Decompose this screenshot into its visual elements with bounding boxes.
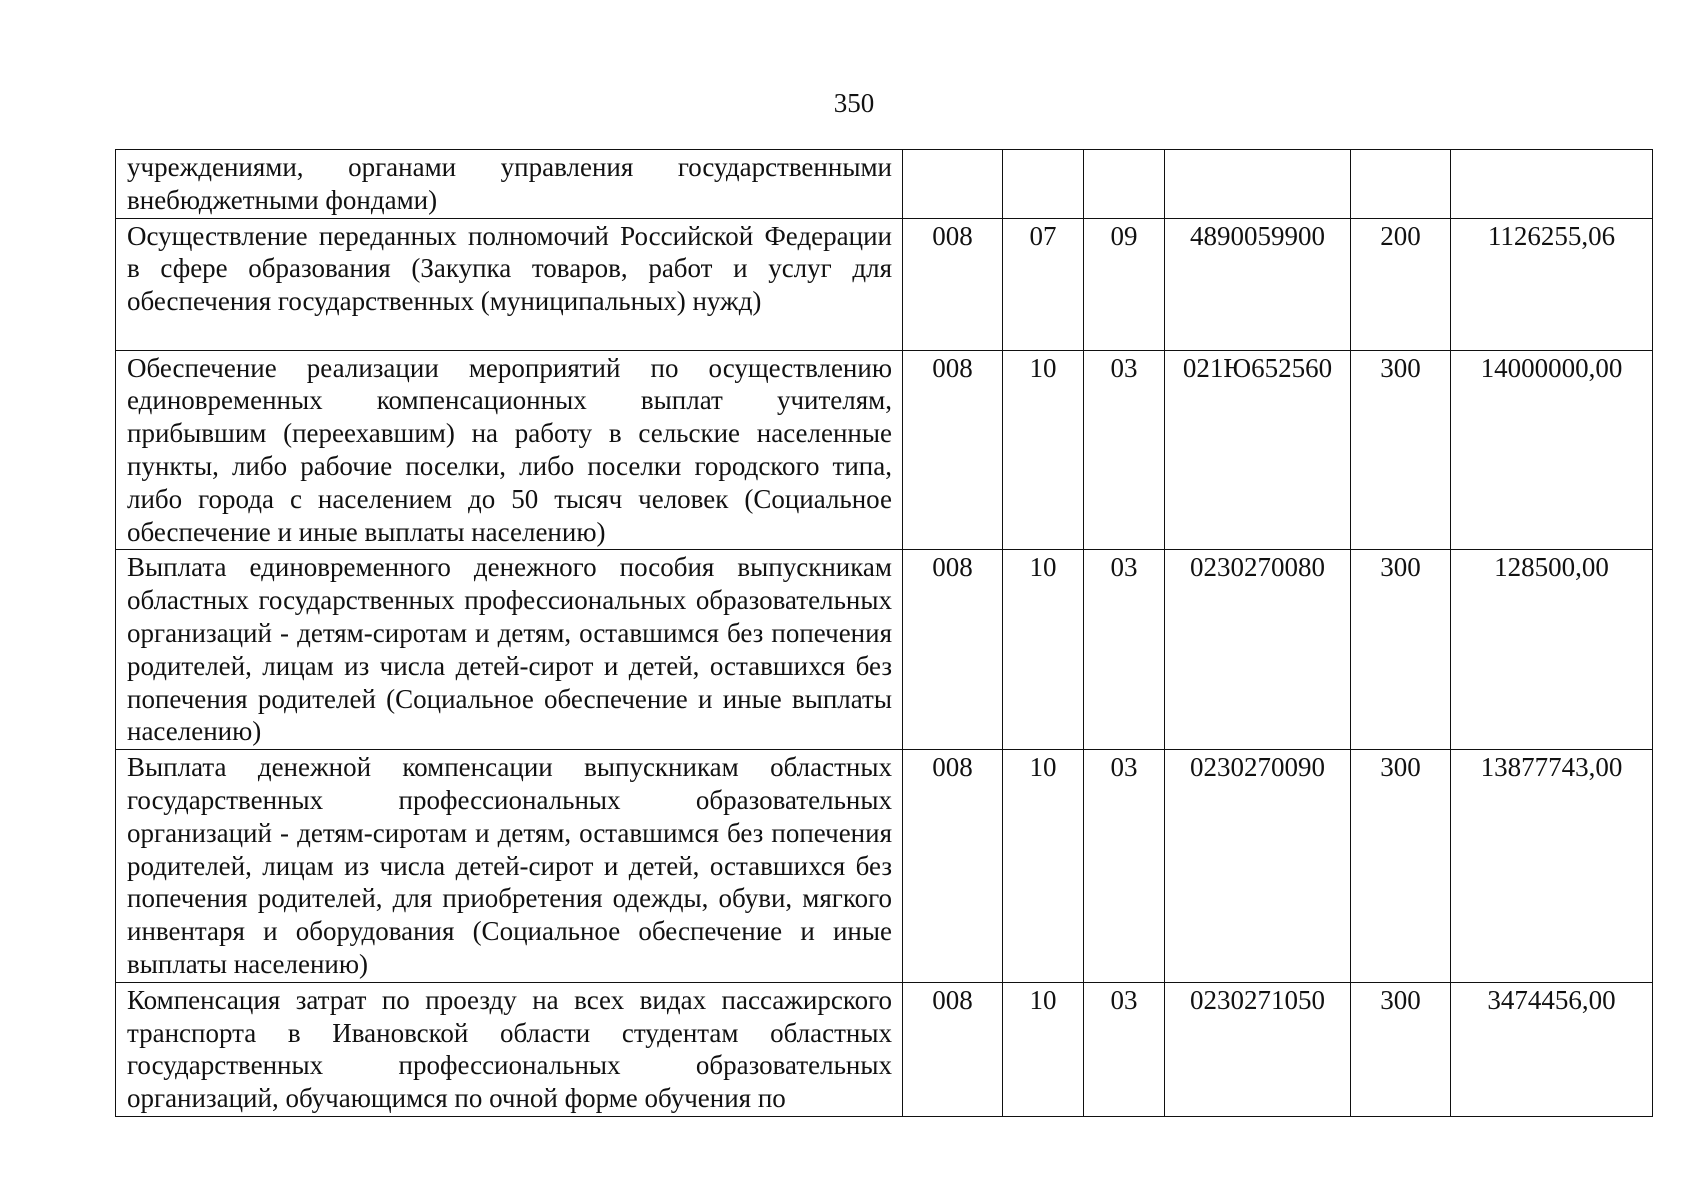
- target-article-code: 0230271050: [1165, 982, 1351, 1116]
- subsection-code: 03: [1084, 550, 1165, 750]
- table-row: [116, 150, 1653, 219]
- target-article-code: 021Ю652560: [1165, 350, 1351, 550]
- amount-value: 1126255,06: [1451, 218, 1653, 350]
- target-article-code: [1165, 150, 1351, 219]
- ministry-code: 008: [903, 750, 1003, 983]
- expense-type-code: 300: [1351, 350, 1451, 550]
- target-article-code: 0230270080: [1165, 550, 1351, 750]
- table-row: [116, 350, 1653, 550]
- section-code: 10: [1003, 350, 1084, 550]
- table-row: [116, 550, 1653, 750]
- amount-value: 14000000,00: [1451, 350, 1653, 550]
- table-row: [116, 982, 1653, 1116]
- section-code: 07: [1003, 218, 1084, 350]
- subsection-code: 03: [1084, 982, 1165, 1116]
- amount-value: [1451, 150, 1653, 219]
- row-description: Осуществление переданных полномочий Российской Федерации в сфере образования (Закупка товаров, работ и услуг для обеспечения государственных (муниципальных) нужд): [116, 218, 903, 350]
- row-description: Выплата денежной компенсации выпускникам областных государственных профессиональных образовательных организаций - детям-сиротам и детям, оставшимся без попечения родителей, лицам из числа детей-сирот и детей, оставшихся без попечения родителей, для приобретения одежды, обуви, мягкого инвентаря и оборудования (Социальное обеспечение и иные выплаты населению): [116, 750, 903, 983]
- amount-value: 128500,00: [1451, 550, 1653, 750]
- expense-type-code: 300: [1351, 750, 1451, 983]
- section-code: 10: [1003, 750, 1084, 983]
- ministry-code: 008: [903, 350, 1003, 550]
- subsection-code: [1084, 150, 1165, 219]
- row-description: Компенсация затрат по проезду на всех видах пассажирского транспорта в Ивановской области студентам областных государственных профессиональных образовательных организаций, обучающимся по очной форме обучения по: [116, 982, 903, 1116]
- ministry-code: [903, 150, 1003, 219]
- page-number: 350: [833, 88, 875, 118]
- target-article-code: 4890059900: [1165, 218, 1351, 350]
- expense-type-code: 300: [1351, 982, 1451, 1116]
- row-description: Обеспечение реализации мероприятий по осуществлению единовременных компенсационных выплат учителям, прибывшим (переехавшим) на работу в сельские населенные пункты, либо рабочие поселки, либо поселки городского типа, либо города с населением до 50 тысяч человек (Социальное обеспечение и иные выплаты населению): [116, 350, 903, 550]
- amount-value: 3474456,00: [1451, 982, 1653, 1116]
- row-description: учреждениями, органами управления государственными внебюджетными фондами): [116, 150, 903, 219]
- section-code: [1003, 150, 1084, 219]
- expense-type-code: 200: [1351, 218, 1451, 350]
- amount-value: 13877743,00: [1451, 750, 1653, 983]
- ministry-code: 008: [903, 982, 1003, 1116]
- subsection-code: 03: [1084, 350, 1165, 550]
- ministry-code: 008: [903, 550, 1003, 750]
- row-description: Выплата единовременного денежного пособия выпускникам областных государственных профессиональных образовательных организаций - детям-сиротам и детям, оставшимся без попечения родителей, лицам из числа детей-сирот и детей, оставшихся без попечения родителей (Социальное обеспечение и иные выплаты населению): [116, 550, 903, 750]
- section-code: 10: [1003, 550, 1084, 750]
- expense-type-code: 300: [1351, 550, 1451, 750]
- target-article-code: 0230270090: [1165, 750, 1351, 983]
- ministry-code: 008: [903, 218, 1003, 350]
- expense-type-code: [1351, 150, 1451, 219]
- budget-allocation-table: [115, 149, 1653, 1117]
- subsection-code: 09: [1084, 218, 1165, 350]
- table-row: [116, 750, 1653, 983]
- section-code: 10: [1003, 982, 1084, 1116]
- table-row: [116, 218, 1653, 350]
- subsection-code: 03: [1084, 750, 1165, 983]
